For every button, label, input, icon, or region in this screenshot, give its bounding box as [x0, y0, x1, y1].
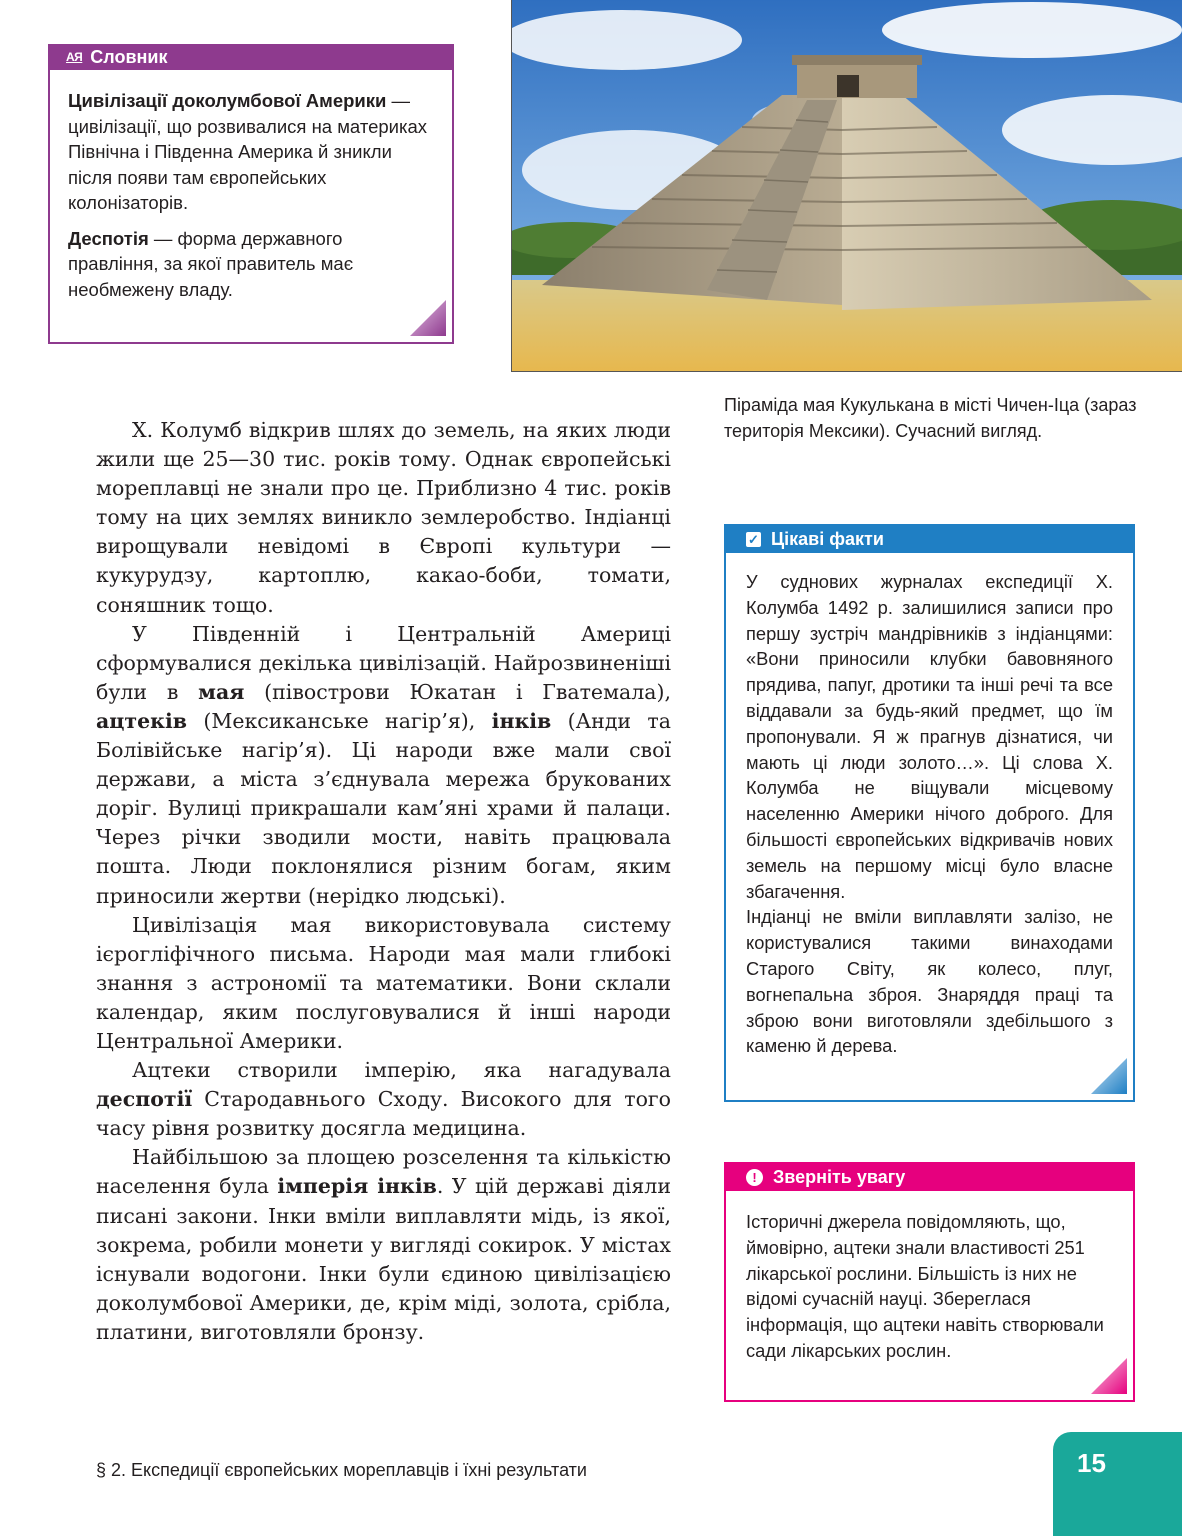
facts-header — [726, 526, 1133, 553]
corner-triangle-icon — [410, 300, 446, 336]
glossary-definition: — форма державного правління, за якої правитель має необмежену владу. — [68, 227, 354, 300]
page-number: 15 — [1077, 1448, 1106, 1478]
glossary-term: Деспотія — [68, 227, 149, 249]
chapter-footer: § 2. Експедиції європейських мореплавців і їхні результати — [96, 1460, 587, 1480]
glossary-term: Цивілізації доколумбової Америки — [68, 90, 387, 111]
key-term: ацтеків — [96, 708, 188, 733]
checkbox-icon: ✓ — [746, 532, 761, 547]
facts-paragraph: У суднових журналах експедиції Х. Колумба 1492 р. залишилися записи про першу зустріч мандрівників з індіанцями: «Вони приносили клубки бавовняного прядива, папуг, дротики та інші речі та все віддавали за будь-який предмет, що їм пропонували. Я ж прагнув дізнатися, чи мають ці люди золото…». Ці слова Х. Колумба не віщували місцевому населенню Америки нічого доброго. Для більшості європейських відкривачів нових земель на першому місці було власне збагачення. — [746, 571, 1113, 902]
text-span: У Південній і Центральній Америці сформувалися декілька цивілізацій. Найрозвиненіші були в — [96, 621, 671, 704]
text-span: (Мексиканське нагір’я), — [187, 708, 492, 733]
facts-body — [726, 553, 1133, 1059]
main-text — [96, 416, 671, 1347]
corner-triangle-icon — [1091, 1358, 1127, 1394]
text-span: (півострови Юкатан і Гватемала), — [244, 679, 671, 704]
glossary-title: Словник — [90, 47, 168, 67]
attention-title: Зверніть увагу — [773, 1167, 906, 1187]
glossary-entry — [68, 88, 434, 216]
photo-caption: Піраміда мая Кукулькана в місті Чичен-Іца (зараз територія Мексики). Сучасний вигляд. — [724, 395, 1137, 441]
text-span: (Анди та Болівійське нагір’я). Ці народи вже мали свої держави, а міста з’єднувала мережа брукованих доріг. Вулиці прикрашали кам’яні храми й палаци. Через річки зводили мости, навіть працювала пошта. Люди поклонялися різним богам, яким приносили жертви (нерідко людські). — [96, 708, 671, 908]
text-span: . У цій державі діяли писані закони. Інки вміли виплавляти мідь, із якої, зокрема, робили монети у вигляді сокирок. У містах існували водогони. Інки були єдиною цивілізацією доколумбової Америки, де, крім міді, золота, срібла, платини, виготовляли бронзу. — [96, 1174, 671, 1344]
text-span: Найбільшою за площею розселення та кількістю населення була — [96, 1145, 671, 1199]
facts-title: Цікаві факти — [771, 529, 884, 549]
key-term: імперія інків — [277, 1174, 437, 1199]
glossary-body — [50, 70, 452, 302]
paragraph: Х. Колумб відкрив шлях до земель, на яких люди жили ще 25—30 тис. років тому. Однак європейські мореплавці не знали про це. Приблизно 4 тис. років тому на цих землях виникло землеробство. Індіанці вирощували невідомі в Європі культури — кукурудзу, картоплю, какао-боби, томати, соняшник тощо. — [96, 418, 671, 617]
glossary-definition: — цивілізації, що розвивалися на материках Північна і Південна Америка й зникли після появи там європейських колонізаторів. — [68, 90, 428, 213]
paragraph — [96, 1143, 671, 1347]
glossary-header — [50, 44, 452, 70]
interesting-facts-box — [724, 524, 1135, 1102]
key-term: деспотії — [96, 1087, 193, 1112]
key-term: мая — [198, 679, 245, 704]
glossary-box — [48, 44, 454, 344]
text-span: Стародавнього Сходу. Високого для того часу рівня розвитку досягла медицина. — [96, 1087, 671, 1141]
attention-body: Історичні джерела повідомляють, що, ймовірно, ацтеки знали властивості 251 лікарської рослини. Більшість із них не відомі сучасній науці. Збереглася інформація, що ацтеки навіть створювали сади лікарських рослин. — [746, 1211, 1104, 1361]
glossary-entry — [68, 226, 434, 303]
facts-paragraph: Індіанці не вміли виплавляти залізо, не користувалися такими винаходами Старого Світу, як колесо, плуг, вогнепальна зброя. Знаряддя праці та зброю вони виготовляли здебільшого з каменю й дерева. — [746, 906, 1113, 1057]
corner-triangle-icon — [1091, 1058, 1127, 1094]
pyramid-photo — [511, 0, 1182, 372]
paragraph — [96, 1056, 671, 1143]
attention-box — [724, 1162, 1135, 1402]
az-dictionary-icon: АЯ — [66, 50, 83, 64]
text-span: Ацтеки створили імперію, яка нагадувала — [132, 1058, 671, 1083]
kukulkan-pyramid-illustration — [512, 0, 1182, 371]
exclamation-icon: ! — [746, 1169, 763, 1186]
paragraph: Цивілізація мая використовувала систему ієрогліфічного письма. Народи мая мали глибокі знання з астрономії та математики. Вони склали календар, яким послуговувалися й інші народи Центральної Америки. — [96, 912, 671, 1053]
attention-header — [726, 1164, 1133, 1191]
paragraph — [96, 620, 671, 911]
key-term: інків — [491, 708, 552, 733]
page-number-tab — [1053, 1432, 1182, 1536]
